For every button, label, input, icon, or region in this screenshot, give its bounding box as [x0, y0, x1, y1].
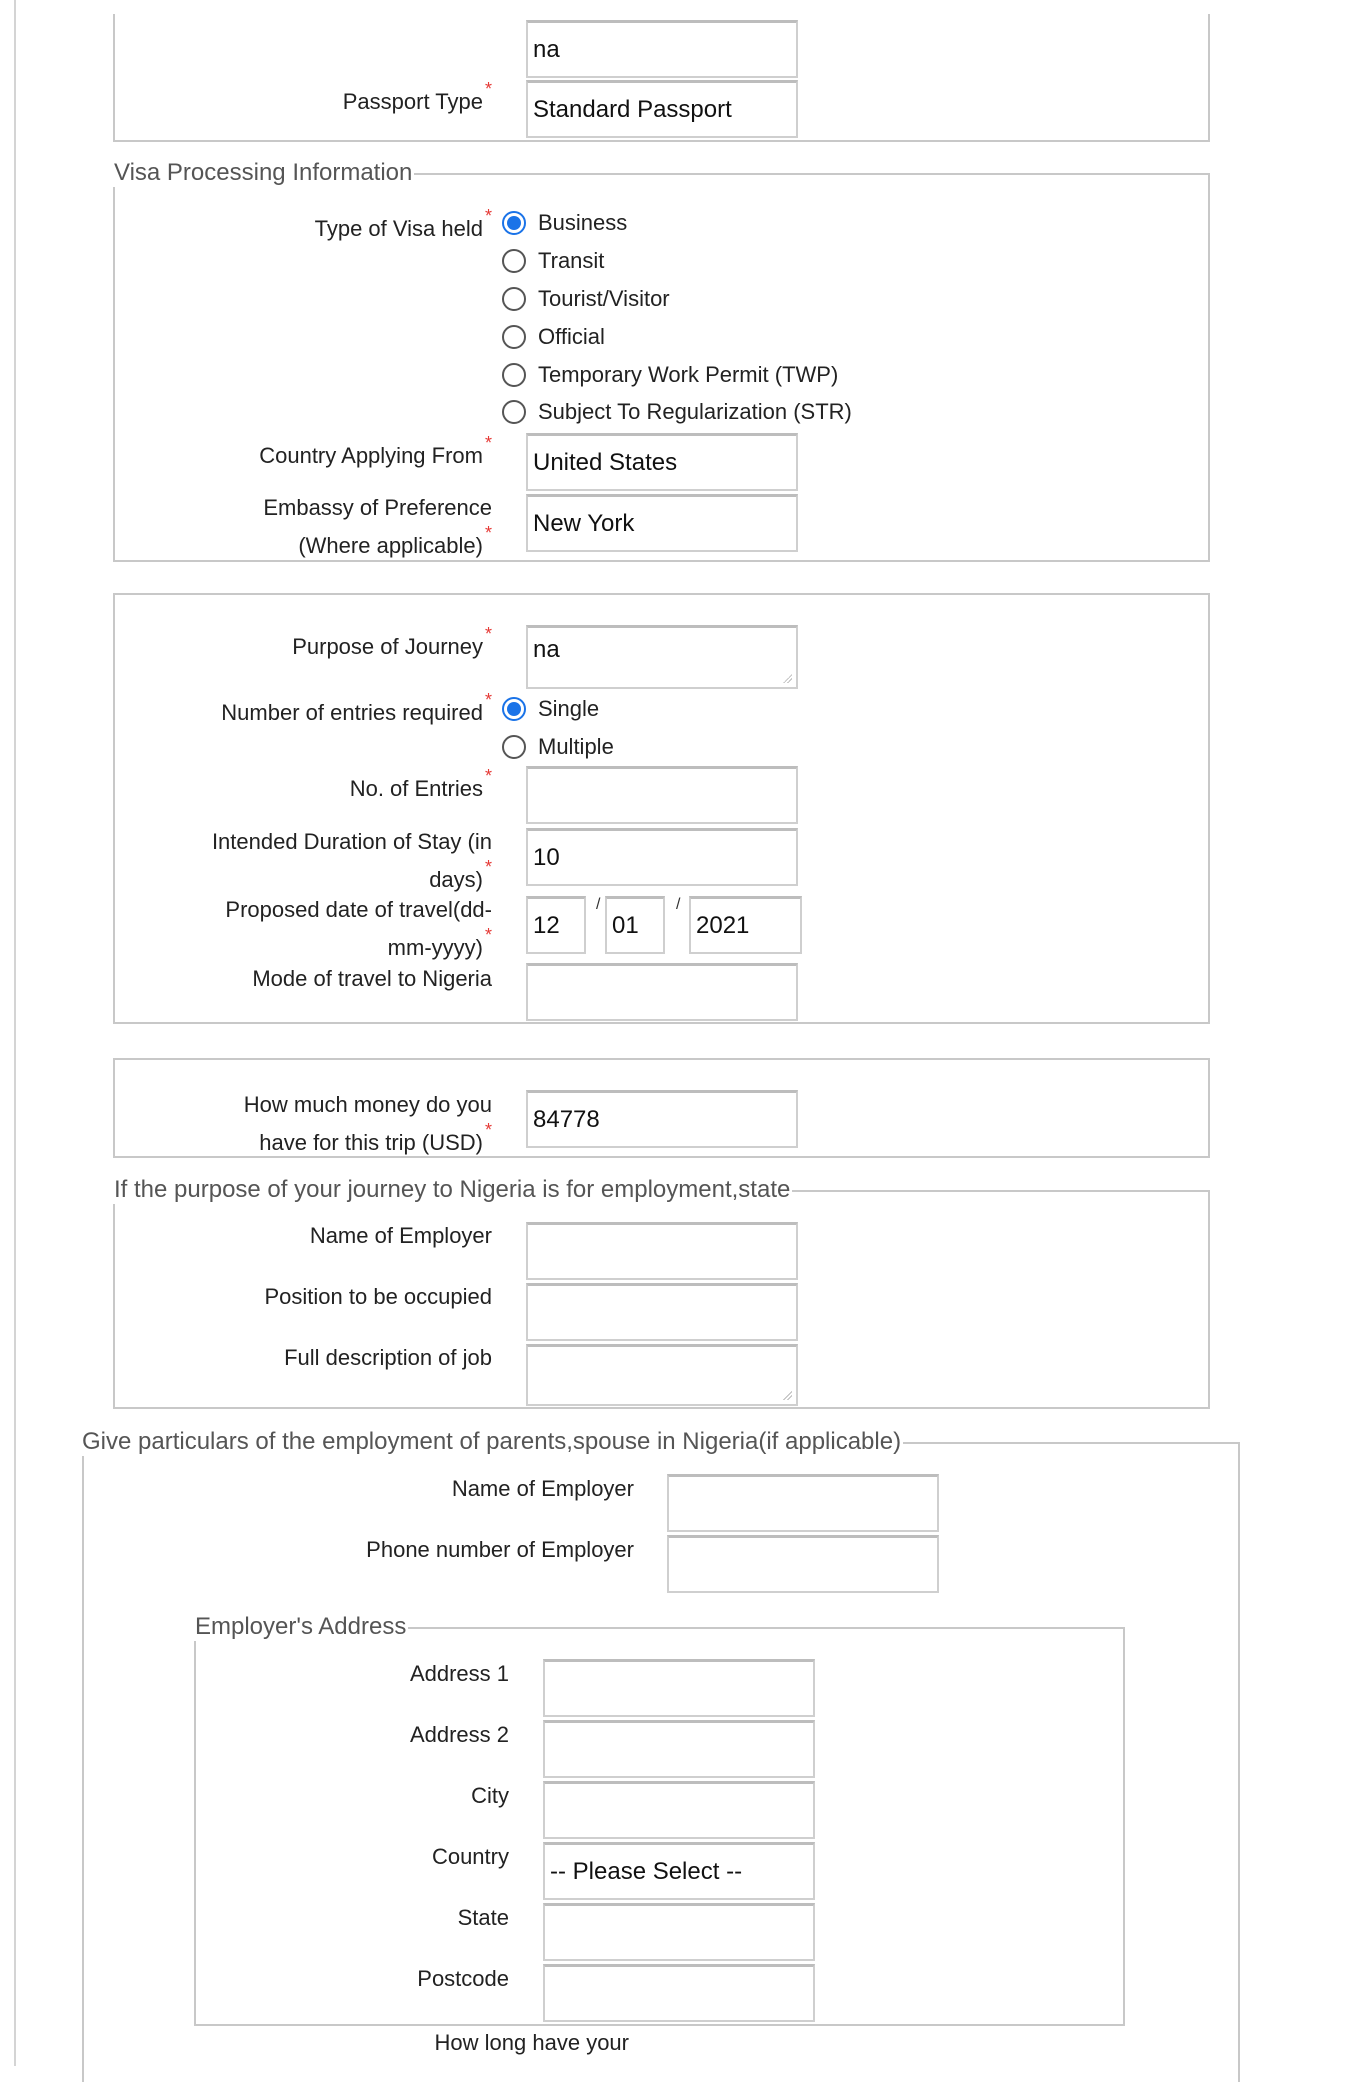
duration-field[interactable]: 10 — [526, 828, 798, 886]
passport-type-label: Passport Type * — [342, 79, 492, 114]
entries-option-multiple[interactable]: Multiple — [502, 728, 614, 766]
visa-type-option-business[interactable]: Business — [502, 204, 627, 242]
duration-label-line2: days) * — [429, 857, 492, 892]
parent-employer-phone-field[interactable] — [667, 1535, 939, 1593]
address2-field[interactable] — [543, 1720, 815, 1778]
country-applying-field[interactable]: United States — [526, 433, 798, 491]
num-entries-label: No. of Entries * — [349, 766, 492, 801]
visa-type-option-str[interactable]: Subject To Regularization (STR) — [502, 393, 852, 431]
visa-type-label: Type of Visa held * — [314, 206, 492, 241]
visa-processing-legend: Visa Processing Information — [114, 159, 413, 186]
job-description-label: Full description of job — [284, 1345, 492, 1370]
entries-required-label: Number of entries required * — [221, 690, 492, 725]
visa-type-option-official[interactable]: Official — [502, 318, 605, 356]
num-entries-field[interactable] — [526, 766, 798, 824]
entries-option-single[interactable]: Single — [502, 690, 599, 728]
money-label-line2: have for this trip (USD) * — [259, 1120, 492, 1155]
state-field[interactable] — [543, 1903, 815, 1961]
city-field[interactable] — [543, 1781, 815, 1839]
radio-icon[interactable] — [502, 363, 526, 387]
city-label: City — [471, 1783, 509, 1808]
employer-name-label: Name of Employer — [309, 1223, 492, 1248]
embassy-label-line2: (Where applicable) * — [298, 523, 492, 558]
country-label: Country — [431, 1844, 509, 1869]
radio-icon[interactable] — [502, 400, 526, 424]
passport-type-field[interactable]: Standard Passport — [526, 80, 798, 138]
employer-name-field[interactable] — [526, 1222, 798, 1280]
visa-type-option-twp[interactable]: Temporary Work Permit (TWP) — [502, 356, 838, 394]
travel-date-label-line2: mm-yyyy) * — [387, 925, 492, 960]
country-applying-label: Country Applying From * — [259, 433, 492, 468]
travel-year-field[interactable]: 2021 — [689, 896, 802, 954]
page-left-border — [14, 0, 16, 2066]
parent-employer-name-label: Name of Employer — [451, 1476, 634, 1501]
radio-icon[interactable] — [502, 325, 526, 349]
employer-address-legend: Employer's Address — [195, 1613, 407, 1640]
visa-type-option-transit[interactable]: Transit — [502, 242, 604, 280]
radio-selected-icon[interactable] — [502, 697, 526, 721]
parent-employer-name-field[interactable] — [667, 1474, 939, 1532]
duration-label-line1: Intended Duration of Stay (in — [211, 829, 492, 854]
travel-date-label-line1: Proposed date of travel(dd- — [225, 897, 492, 922]
country-select[interactable]: -- Please Select -- — [543, 1842, 815, 1900]
embassy-field[interactable]: New York — [526, 494, 798, 552]
address2-label: Address 2 — [409, 1722, 509, 1747]
address1-label: Address 1 — [409, 1661, 509, 1686]
embassy-label-line1: Embassy of Preference — [263, 495, 492, 520]
passport-previous-field[interactable]: na — [526, 20, 798, 78]
date-separator: / — [676, 896, 681, 913]
mode-of-travel-field[interactable] — [526, 963, 798, 1021]
radio-selected-icon[interactable] — [502, 211, 526, 235]
parents-employment-legend: Give particulars of the employment of parents,spouse in Nigeria(if applicable) — [82, 1428, 902, 1455]
address1-field[interactable] — [543, 1659, 815, 1717]
state-label: State — [457, 1905, 509, 1930]
mode-of-travel-label: Mode of travel to Nigeria — [252, 966, 492, 991]
purpose-textarea[interactable]: na — [526, 625, 798, 689]
parent-employer-phone-label: Phone number of Employer — [366, 1537, 634, 1562]
purpose-label: Purpose of Journey * — [292, 624, 492, 659]
travel-month-field[interactable]: 01 — [605, 896, 665, 954]
how-long-label: How long have your — [434, 2030, 629, 2055]
radio-icon[interactable] — [502, 287, 526, 311]
radio-icon[interactable] — [502, 249, 526, 273]
visa-type-option-tourist[interactable]: Tourist/Visitor — [502, 280, 670, 318]
postcode-field[interactable] — [543, 1964, 815, 2022]
travel-day-field[interactable]: 12 — [526, 896, 586, 954]
money-field[interactable]: 84778 — [526, 1090, 798, 1148]
radio-icon[interactable] — [502, 735, 526, 759]
date-separator: / — [596, 896, 601, 913]
position-label: Position to be occupied — [264, 1284, 492, 1309]
money-label-line1: How much money do you — [243, 1092, 492, 1117]
job-description-textarea[interactable] — [526, 1344, 798, 1406]
position-field[interactable] — [526, 1283, 798, 1341]
employment-legend: If the purpose of your journey to Nigeria is for employment,state — [114, 1176, 791, 1203]
postcode-label: Postcode — [417, 1966, 509, 1991]
